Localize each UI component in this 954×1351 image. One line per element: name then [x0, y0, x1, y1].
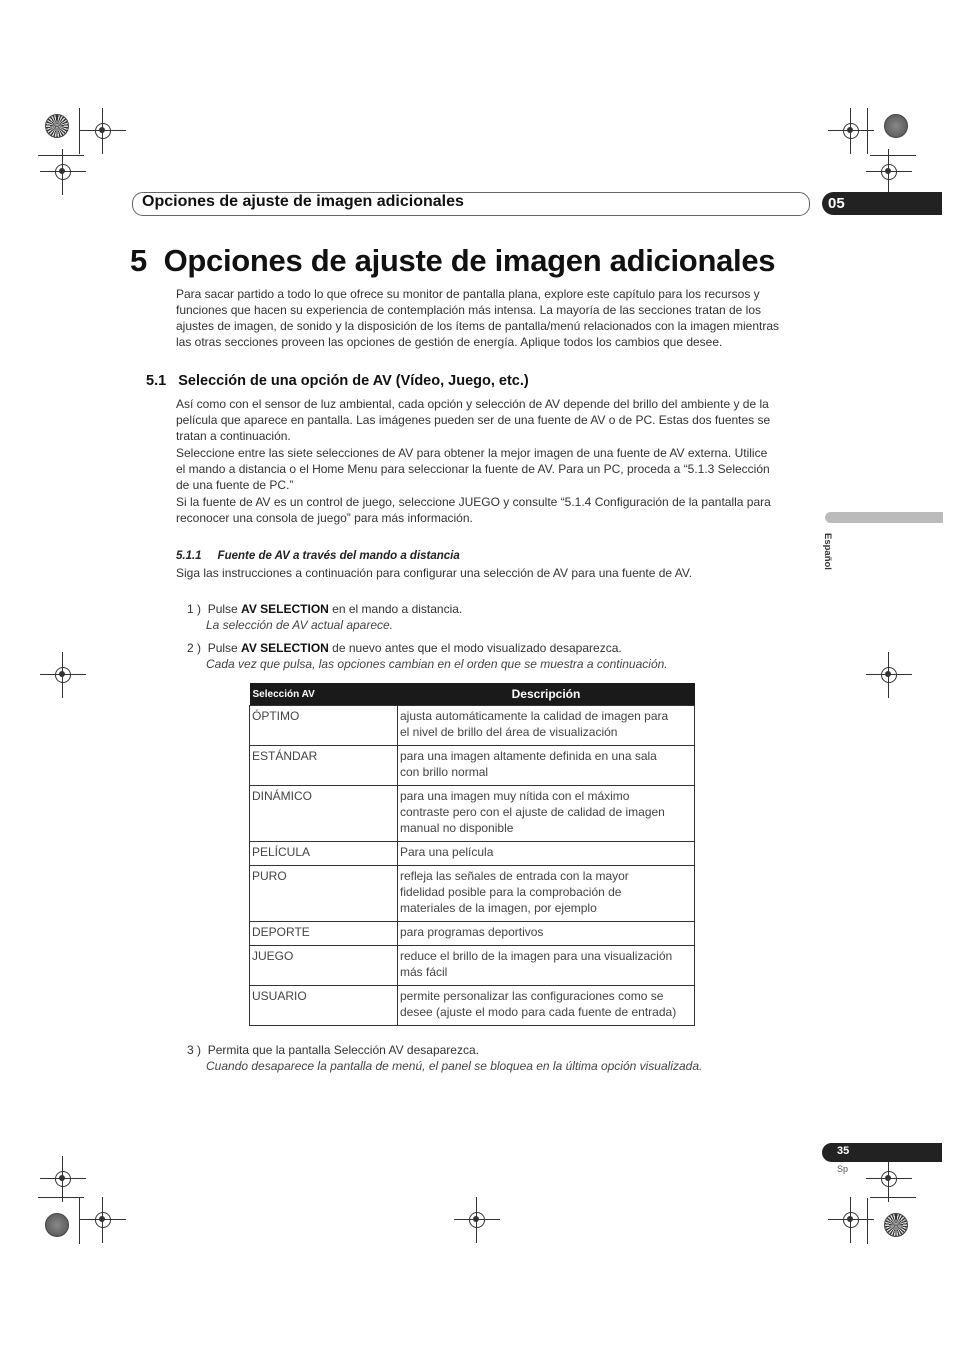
registration-mark [874, 157, 904, 187]
button-name: AV SELECTION [241, 641, 329, 655]
av-selection-table [249, 683, 695, 1026]
option-cell: DEPORTE [250, 922, 398, 946]
description-cell [398, 706, 695, 746]
text-line: materiales de la imagen, por ejemplo [400, 901, 597, 915]
crop-line [870, 1197, 916, 1198]
step-text: Pulse [207, 602, 242, 616]
table-row [250, 866, 695, 922]
option-cell: PURO [250, 866, 398, 922]
registration-mark [836, 116, 866, 146]
crop-line [38, 1197, 84, 1198]
crop-line [867, 108, 868, 154]
subsection-heading: 5.1.1 Fuente de AV a través del mando a distancia [176, 550, 460, 562]
intro-paragraph [176, 286, 810, 350]
text-line: Así como con el sensor de luz ambiental, cada opción y selección de AV depende del brillo del ambiente y de la [176, 397, 769, 411]
registration-mark [48, 660, 78, 690]
section-paragraph [176, 396, 810, 526]
table-header-row [250, 683, 695, 706]
text-line: contraste pero con el ajuste de calidad de imagen [400, 805, 665, 819]
step-text: Pulse [207, 641, 242, 655]
step-1 [187, 602, 462, 616]
printer-disc-icon [45, 1213, 69, 1237]
text-line: Para una película [400, 845, 494, 859]
text-line: de una fuente de PC.” [176, 478, 294, 492]
registration-mark [462, 1205, 492, 1235]
text-line: para una imagen altamente definida en una sala [400, 749, 657, 763]
text-line: funciones que hacen su experiencia de contemplación más intensa. La mayoría de las secciones tratan de los [176, 303, 762, 317]
description-cell [398, 946, 695, 986]
text-line: el mando a distancia o el Home Menu para seleccionar la fuente de AV. Para un PC, proceda a “5.1.3 Selección [176, 462, 770, 476]
table-row [250, 706, 695, 746]
table-row [250, 842, 695, 866]
option-cell: JUEGO [250, 946, 398, 986]
crop-line [79, 1198, 80, 1244]
printer-disc-icon [45, 114, 69, 138]
step-note: Cuando desaparece la pantalla de menú, el panel se bloquea en la última opción visualizada. [206, 1059, 703, 1073]
description-cell [398, 842, 695, 866]
text-line: con brillo normal [400, 765, 489, 779]
step-2 [187, 641, 622, 655]
table-row [250, 786, 695, 842]
registration-mark [874, 1164, 904, 1194]
description-cell [398, 922, 695, 946]
running-header-title: Opciones de ajuste de imagen adicionales [142, 193, 464, 210]
crop-line [870, 155, 916, 156]
subsection-intro: Siga las instrucciones a continuación para configurar una selección de AV para una fuente de AV. [176, 566, 693, 580]
chapter-title: 5 Opciones de ajuste de imagen adicionales [130, 243, 776, 278]
registration-mark [48, 157, 78, 187]
step-number: 1 ) [187, 602, 202, 616]
text-line: Seleccione entre las siete selecciones de AV para obtener la mejor imagen de una fuente de AV externa. Utilice [176, 446, 768, 460]
description-cell [398, 746, 695, 786]
text-line: reconocer una consola de juego” para más información. [176, 511, 473, 525]
text-line: fidelidad posible para la comprobación de [400, 885, 622, 899]
text-line: tratan a continuación. [176, 429, 291, 443]
text-line: Si la fuente de AV es un control de juego, seleccione JUEGO y consulte “5.1.4 Configuración de la pantalla para [176, 495, 771, 509]
description-cell [398, 786, 695, 842]
text-line: película que aparece en pantalla. Las imágenes pueden ser de una fuente de AV o de PC. Estas dos fuentes se [176, 413, 771, 427]
registration-mark [874, 660, 904, 690]
text-line: Para sacar partido a todo lo que ofrece su monitor de pantalla plana, explore este capítulo para los recursos y [176, 287, 760, 301]
step-3 [187, 1043, 479, 1057]
option-cell: USUARIO [250, 986, 398, 1026]
table-row [250, 922, 695, 946]
table-header-cell: Descripción [398, 683, 695, 706]
step-note: Cada vez que pulsa, las opciones cambian en el orden que se muestra a continuación. [206, 657, 668, 671]
step-number: 2 ) [187, 641, 202, 655]
option-cell: PELÍCULA [250, 842, 398, 866]
text-line: para una imagen muy nítida con el máximo [400, 789, 630, 803]
text-line: ajustes de imagen, de sonido y la disposición de los ítems de pantalla/menú relacionados con la imagen mientras [176, 319, 780, 333]
step-text: Permita que la pantalla Selección AV desaparezca. [207, 1043, 479, 1057]
section-heading: 5.1 Selección de una opción de AV (Vídeo, Juego, etc.) [146, 373, 529, 389]
option-cell: ESTÁNDAR [250, 746, 398, 786]
step-text: en el mando a distancia. [328, 602, 463, 616]
crop-line [38, 155, 84, 156]
description-cell [398, 866, 695, 922]
chapter-number: 05 [828, 195, 845, 212]
description-cell [398, 986, 695, 1026]
registration-mark [88, 1205, 118, 1235]
text-line: las otras secciones proveen las opciones de gestión de energía. Aplique todos los cambios que desee. [176, 335, 723, 349]
table-header-cell: Selección AV [250, 683, 398, 706]
text-line: ajusta automáticamente la calidad de imagen para [400, 709, 669, 723]
option-cell: ÓPTIMO [250, 706, 398, 746]
language-label: Español [822, 533, 833, 570]
text-line: refleja las señales de entrada con la mayor [400, 869, 629, 883]
crop-line [867, 1198, 868, 1244]
crop-line [79, 108, 80, 154]
text-line: manual no disponible [400, 821, 514, 835]
text-line: para programas deportivos [400, 925, 544, 939]
text-line: más fácil [400, 965, 448, 979]
option-cell: DINÁMICO [250, 786, 398, 842]
step-note: La selección de AV actual aparece. [206, 618, 394, 632]
table-row [250, 986, 695, 1026]
text-line: permite personalizar las configuraciones como se [400, 989, 664, 1003]
step-text: de nuevo antes que el modo visualizado desaparezca. [328, 641, 622, 655]
registration-mark [88, 116, 118, 146]
table-row [250, 746, 695, 786]
page-number: 35 [837, 1145, 850, 1157]
printer-disc-icon [884, 1213, 908, 1237]
table-row [250, 946, 695, 986]
text-line: reduce el brillo de la imagen para una visualización [400, 949, 673, 963]
registration-mark [48, 1164, 78, 1194]
text-line: el nivel de brillo del área de visualización [400, 725, 618, 739]
button-name: AV SELECTION [241, 602, 329, 616]
language-tab [825, 512, 943, 523]
text-line: desee (ajuste el modo para cada fuente de entrada) [400, 1005, 677, 1019]
language-code: Sp [837, 1164, 849, 1174]
printer-disc-icon [884, 114, 908, 138]
registration-mark [836, 1205, 866, 1235]
step-number: 3 ) [187, 1043, 202, 1057]
